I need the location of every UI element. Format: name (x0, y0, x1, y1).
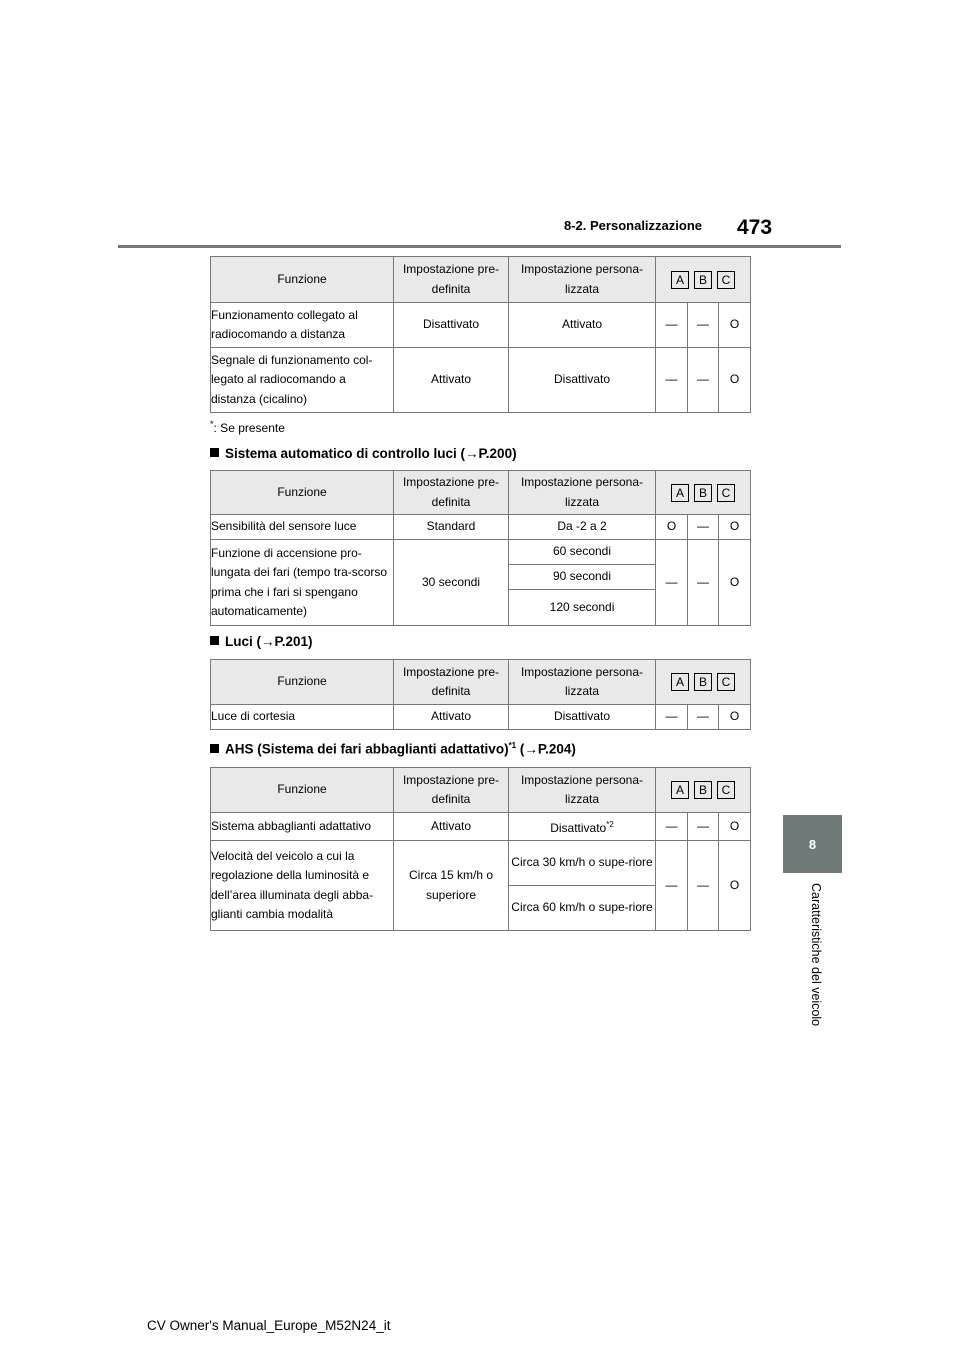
cell-function: Funzionamento collegato al radiocomando a distanza (211, 303, 394, 348)
col-custom: Impostazione persona-lizzata (509, 660, 656, 705)
cell-custom-option: 60 secondi (509, 540, 656, 565)
cell-a: — (656, 348, 688, 413)
col-function: Funzione (211, 471, 394, 515)
cell-b: — (688, 705, 719, 730)
cell-b: — (688, 813, 719, 841)
table-row (211, 348, 751, 413)
section-title-footnote: *1 (508, 741, 517, 750)
settings-table-lights (210, 659, 751, 730)
cell-b: — (688, 515, 719, 540)
cell-custom: Disattivato (509, 705, 656, 730)
col-function: Funzione (211, 257, 394, 303)
cell-function: Funzione di accensione pro-lungata dei fari (tempo tra-scorso prima che i fari si spengano automaticamente) (211, 540, 394, 626)
settings-table-ahs (210, 767, 751, 931)
cell-default: Circa 15 km/h o superiore (394, 841, 509, 931)
table-header-row (211, 660, 751, 705)
section-title-text: AHS (Sistema dei fari abbaglianti adattativo) (225, 741, 509, 757)
letter-c: C (717, 271, 735, 289)
footnote-marker: * (210, 419, 214, 429)
cell-custom-option: Circa 30 km/h o supe-riore (509, 841, 656, 886)
cell-function: Velocità del veicolo a cui la regolazione della luminosità e dell’area illuminata degli abba-glianti cambia modalità (211, 841, 394, 931)
col-letters (656, 257, 751, 303)
cell-c: O (719, 303, 751, 348)
cell-default: Standard (394, 515, 509, 540)
letter-b: B (694, 673, 712, 691)
cell-a: O (656, 515, 688, 540)
table-row (211, 705, 751, 730)
settings-table-light-control (210, 470, 751, 626)
cell-function: Segnale di funzionamento col-legato al radiocomando a distanza (cicalino) (211, 348, 394, 413)
square-bullet-icon (210, 636, 219, 645)
col-default: Impostazione pre-definita (394, 768, 509, 813)
cell-default: Attivato (394, 813, 509, 841)
cell-c: O (719, 841, 751, 931)
cell-custom-text: Disattivato (550, 820, 607, 835)
col-default: Impostazione pre-definita (394, 660, 509, 705)
col-letters (656, 471, 751, 515)
cell-b: — (688, 303, 719, 348)
cell-function: Sensibilità del sensore luce (211, 515, 394, 540)
letter-a: A (671, 484, 689, 502)
section-heading: 8-2. Personalizzazione (564, 218, 702, 233)
cell-c: O (719, 515, 751, 540)
letter-a: A (671, 673, 689, 691)
cell-a: — (656, 540, 688, 626)
footnote-text: : Se presente (213, 421, 285, 435)
cell-custom (509, 813, 656, 841)
cell-default: 30 secondi (394, 540, 509, 626)
chapter-label: Caratteristiche del veicolo (809, 883, 823, 1027)
cell-a: — (656, 841, 688, 931)
square-bullet-icon (210, 744, 219, 753)
cell-custom-option: 90 secondi (509, 565, 656, 590)
cell-a: — (656, 813, 688, 841)
letter-b: B (694, 271, 712, 289)
cell-custom-option: 120 secondi (509, 590, 656, 626)
cell-custom-footnote: *2 (606, 819, 614, 829)
cell-a: — (656, 303, 688, 348)
cell-default: Attivato (394, 348, 509, 413)
cell-a: — (656, 705, 688, 730)
table-header-row (211, 257, 751, 303)
cell-c: O (719, 705, 751, 730)
col-custom: Impostazione persona-lizzata (509, 257, 656, 303)
col-function: Funzione (211, 768, 394, 813)
table-row (211, 303, 751, 348)
table-row (211, 515, 751, 540)
settings-table-remote (210, 256, 751, 413)
letter-a: A (671, 781, 689, 799)
footnote (210, 419, 285, 435)
cell-function: Sistema abbaglianti adattativo (211, 813, 394, 841)
letter-a: A (671, 271, 689, 289)
letter-b: B (694, 484, 712, 502)
chapter-tab: 8 (783, 815, 842, 873)
section-title-text: Luci (→P.201) (225, 634, 313, 649)
section-title-lights (210, 634, 313, 649)
letter-c: C (717, 673, 735, 691)
col-custom: Impostazione persona-lizzata (509, 768, 656, 813)
cell-b: — (688, 348, 719, 413)
square-bullet-icon (210, 448, 219, 457)
cell-custom-option: Circa 60 km/h o supe-riore (509, 886, 656, 931)
cell-custom: Disattivato (509, 348, 656, 413)
letter-c: C (717, 781, 735, 799)
cell-b: — (688, 841, 719, 931)
section-title-ref: (→P.204) (516, 741, 576, 757)
footer-manual-id: CV Owner's Manual_Europe_M52N24_it (147, 1318, 391, 1333)
cell-custom: Attivato (509, 303, 656, 348)
page-number: 473 (737, 216, 773, 239)
cell-c: O (719, 813, 751, 841)
table-row (211, 540, 751, 565)
cell-b: — (688, 540, 719, 626)
cell-c: O (719, 348, 751, 413)
table-header-row (211, 768, 751, 813)
letter-c: C (717, 484, 735, 502)
table-header-row (211, 471, 751, 515)
col-function: Funzione (211, 660, 394, 705)
cell-default: Disattivato (394, 303, 509, 348)
col-custom: Impostazione persona-lizzata (509, 471, 656, 515)
col-default: Impostazione pre-definita (394, 471, 509, 515)
cell-custom: Da -2 a 2 (509, 515, 656, 540)
section-title-text: Sistema automatico di controllo luci (→P.200) (225, 446, 517, 461)
table-row (211, 841, 751, 886)
letter-b: B (694, 781, 712, 799)
cell-function: Luce di cortesia (211, 705, 394, 730)
cell-c: O (719, 540, 751, 626)
section-title-ahs (210, 741, 576, 757)
col-letters (656, 768, 751, 813)
section-title-light-control (210, 446, 517, 461)
table-row (211, 813, 751, 841)
col-letters (656, 660, 751, 705)
col-default: Impostazione pre-definita (394, 257, 509, 303)
header-divider (118, 245, 841, 248)
cell-default: Attivato (394, 705, 509, 730)
